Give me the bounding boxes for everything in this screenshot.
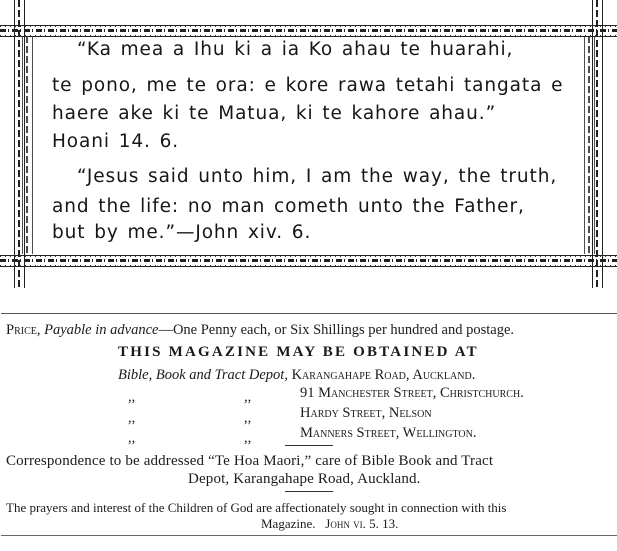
price-label: Price, xyxy=(6,322,41,338)
price-terms: Payable in advance xyxy=(44,322,159,338)
english-verse-line: but by me.”—John xiv. 6. xyxy=(52,222,312,243)
frame-border-bottom xyxy=(0,255,617,267)
prayer-line: The prayers and interest of the Children of God are affectionately sought in connection with this xyxy=(6,500,507,515)
prayer-text: Magazine. xyxy=(261,516,316,531)
ditto-mark: ,, xyxy=(244,410,252,426)
english-verse-line: and the life: no man cometh unto the Father, xyxy=(52,196,525,217)
maori-verse-line: haere ake ki te Matua, ki te kahore ahau.” xyxy=(52,103,497,124)
maori-verse-reference: Hoani 14. 6. xyxy=(52,131,180,152)
depot-address: Karangahape Road, Auckland. xyxy=(291,367,476,383)
maori-verse-line: te pono, me te ora: e kore rawa tetahi tangata e xyxy=(52,75,564,96)
bottom-rule xyxy=(1,535,617,536)
english-verse-line: “Jesus said unto him, I am the way, the truth, xyxy=(77,166,558,187)
scripture-reference: John vi. 5. 13. xyxy=(325,516,399,531)
short-rule xyxy=(285,445,333,446)
divider-rule xyxy=(1,313,617,314)
depot-address: 91 Manchester Street, Christchurch. xyxy=(300,385,524,401)
frame-inner-right xyxy=(584,36,595,254)
ditto-mark: ,, xyxy=(244,389,252,405)
price-line xyxy=(6,322,514,339)
depot-address: Hardy Street, Nelson xyxy=(300,405,432,421)
frame-inner-left xyxy=(22,36,33,254)
ditto-mark: ,, xyxy=(128,389,136,405)
price-text: —One Penny each, or Six Shillings per hundred and postage. xyxy=(158,322,515,338)
ditto-mark: ,, xyxy=(244,430,252,446)
depot-row xyxy=(118,367,475,384)
ditto-mark: ,, xyxy=(128,430,136,446)
correspondence-line: Depot, Karangahape Road, Auckland. xyxy=(188,471,421,487)
depot-name: Bible, Book and Tract Depot, xyxy=(118,367,288,383)
correspondence-line: Correspondence to be addressed “Te Hoa Maori,” care of Bible Book and Tract xyxy=(6,453,494,469)
ditto-mark: ,, xyxy=(128,410,136,426)
prayer-line xyxy=(261,516,398,532)
obtain-heading: THIS MAGAZINE MAY BE OBTAINED AT xyxy=(118,344,479,360)
short-rule xyxy=(285,491,333,492)
depot-address: Manners Street, Wellington. xyxy=(300,425,477,441)
maori-verse-line: “Ka mea a Ihu ki a ia Ko ahau te huarahi, xyxy=(77,39,514,60)
